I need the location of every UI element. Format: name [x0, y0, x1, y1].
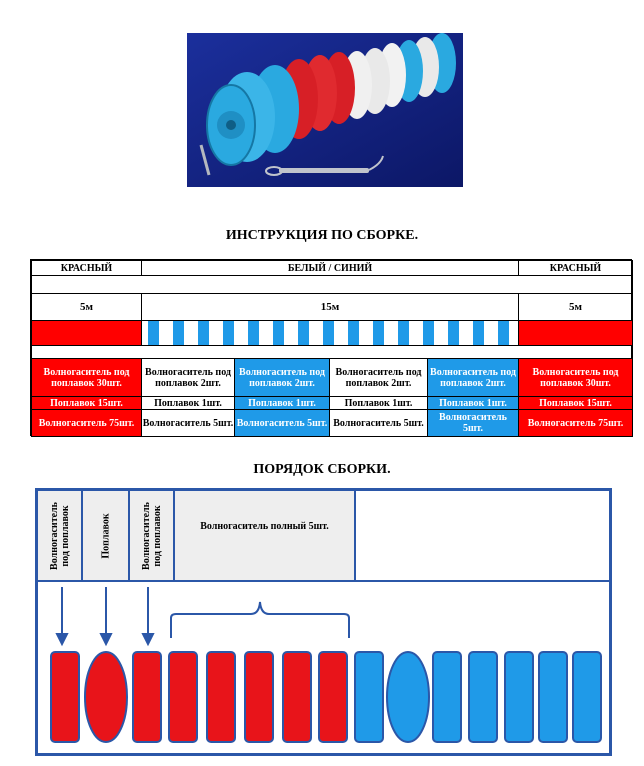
cell-r1c4: Волногаситель под поплавок 2шт.	[329, 358, 428, 397]
cell-r3c1: Волногаситель 75шт.	[31, 409, 142, 437]
cell-r1c2: Волногаситель под поплавок 2шт.	[141, 358, 235, 397]
red-wavebreaker	[169, 652, 197, 742]
red-float	[85, 652, 127, 742]
blue-wavebreaker	[539, 652, 567, 742]
blue-stripe	[223, 321, 234, 345]
blue-wavebreaker	[505, 652, 533, 742]
label-cell-3	[130, 491, 175, 580]
red-wavebreaker	[245, 652, 273, 742]
length-white-blue: 15м	[141, 293, 519, 321]
red-wavebreaker-float	[133, 652, 161, 742]
red-wavebreaker-float	[51, 652, 79, 742]
cell-r3c3: Волногаситель 5шт.	[234, 409, 330, 437]
blue-stripe	[423, 321, 434, 345]
brace	[171, 602, 349, 638]
label-wavebreaker-float-1: Волногаситель под поплавок	[48, 501, 71, 570]
blue-stripe	[373, 321, 384, 345]
red-wavebreaker	[319, 652, 347, 742]
header-white-blue: БЕЛЫЙ / СИНИЙ	[141, 260, 519, 276]
cell-r1c6: Волногаситель под поплавок 30шт.	[518, 358, 633, 397]
blue-stripe	[448, 321, 459, 345]
length-red-left: 5м	[31, 293, 142, 321]
arrow-1-head	[57, 634, 67, 644]
product-photo	[187, 33, 463, 187]
red-wavebreaker	[283, 652, 311, 742]
label-cell-2	[83, 491, 130, 580]
blue-wavebreaker-float	[355, 652, 383, 742]
red-bar-right	[518, 320, 633, 346]
label-float: Поплавок	[100, 512, 111, 559]
cell-r2c2: Поплавок 1шт.	[141, 396, 235, 410]
red-wavebreaker	[207, 652, 235, 742]
label-cell-4	[175, 491, 356, 580]
cell-r3c5: Волногаситель 5шт.	[427, 409, 519, 437]
blue-stripe	[498, 321, 509, 345]
header-red-right: КРАСНЫЙ	[518, 260, 633, 276]
stripe-bar	[141, 320, 519, 346]
cell-r1c5: Волногаситель под поплавок 2шт.	[427, 358, 519, 397]
cell-r3c2: Волногаситель 5шт.	[141, 409, 235, 437]
red-bar-left	[31, 320, 142, 346]
cell-r2c3: Поплавок 1шт.	[234, 396, 330, 410]
instruction-title: ИНСТРУКЦИЯ ПО СБОРКЕ.	[225, 228, 419, 243]
cell-r1c1: Волногаситель под поплавок 30шт.	[31, 358, 142, 397]
blue-wavebreaker-float	[433, 652, 461, 742]
cell-r3c6: Волногаситель 75шт.	[518, 409, 633, 437]
arrow-2-head	[101, 634, 111, 644]
cell-r2c1: Поплавок 15шт.	[31, 396, 142, 410]
blank-row	[31, 275, 633, 294]
blue-stripe	[348, 321, 359, 345]
blue-stripe	[173, 321, 184, 345]
chain-diagram	[38, 582, 609, 753]
assembly-table	[30, 259, 632, 436]
blue-stripe	[248, 321, 259, 345]
label-cell-1	[38, 491, 83, 580]
cell-r1c3: Волногаситель под поплавок 2шт.	[234, 358, 330, 397]
arrow-3-head	[143, 634, 153, 644]
blue-stripe	[298, 321, 309, 345]
blue-stripe	[398, 321, 409, 345]
spacer-row	[31, 345, 633, 359]
order-title: ПОРЯДОК СБОРКИ.	[253, 462, 391, 477]
blue-stripe	[198, 321, 209, 345]
cell-r2c5: Поплавок 1шт.	[427, 396, 519, 410]
blue-wavebreaker	[573, 652, 601, 742]
assembly-diagram	[35, 488, 612, 756]
cell-r2c6: Поплавок 15шт.	[518, 396, 633, 410]
cell-r2c4: Поплавок 1шт.	[329, 396, 428, 410]
length-red-right: 5м	[518, 293, 633, 321]
blue-wavebreaker	[469, 652, 497, 742]
cell-r3c4: Волногаситель 5шт.	[329, 409, 428, 437]
blue-stripe	[473, 321, 484, 345]
blue-float	[387, 652, 429, 742]
blue-stripe	[323, 321, 334, 345]
blue-stripe	[148, 321, 159, 345]
label-wavebreaker-float-2: Волногаситель под поплавок	[140, 501, 163, 570]
header-red-left: КРАСНЫЙ	[31, 260, 142, 276]
blue-stripe	[273, 321, 284, 345]
label-wavebreaker-full: Волногаситель полный 5шт.	[200, 521, 329, 532]
